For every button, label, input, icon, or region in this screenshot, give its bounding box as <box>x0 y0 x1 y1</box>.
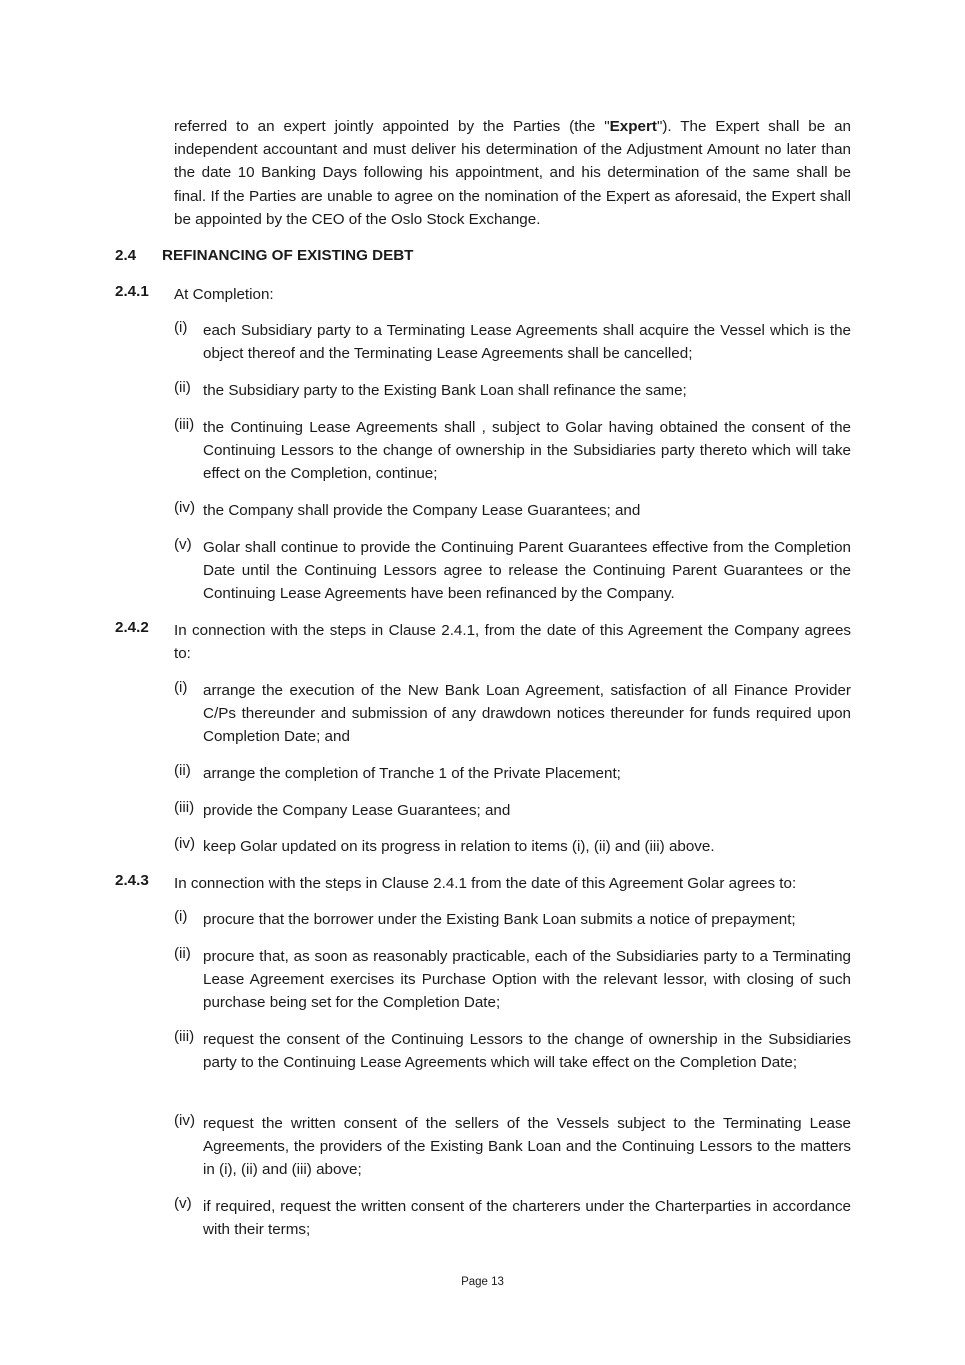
list-item <box>174 416 851 486</box>
item-label: (iii) <box>174 799 195 816</box>
clause-2-4-3 <box>115 872 851 895</box>
item-text: arrange the completion of Tranche 1 of the Private Placement; <box>203 765 621 782</box>
clause-text: At Completion: <box>174 286 274 303</box>
clause-2-4-1 <box>115 283 851 306</box>
item-label: (v) <box>174 536 192 553</box>
item-text: arrange the execution of the New Bank Loan Agreement, satisfaction of all Finance Provider C/Ps thereunder and submission of any drawdown notices thereunder for funds required upon Completion Date; and <box>203 682 851 746</box>
intro-paragraph <box>174 115 851 231</box>
list-item <box>174 679 851 749</box>
item-label: (ii) <box>174 945 191 962</box>
section-number: 2.4 <box>115 247 137 264</box>
item-text: the Company shall provide the Company Lease Guarantees; and <box>203 502 641 519</box>
item-label: (ii) <box>174 379 191 396</box>
item-label: (iii) <box>174 1028 195 1045</box>
list-item <box>174 835 851 858</box>
item-label: (iv) <box>174 499 196 516</box>
list-item <box>174 799 851 822</box>
item-text: procure that, as soon as reasonably practicable, each of the Subsidiaries party to a Terminating Lease Agreement exercises its Purchase Option with the relevant lessor, with closing of such purchase being set for the Completion Date; <box>203 948 851 1012</box>
item-text: request the consent of the Continuing Lessors to the change of ownership in the Subsidiaries party to the Continuing Lease Agreements which will take effect on the Completion Date; <box>203 1031 851 1072</box>
list-item <box>174 499 851 522</box>
item-label: (v) <box>174 1195 192 1212</box>
item-label: (i) <box>174 908 188 925</box>
list-item <box>174 319 851 365</box>
defined-term-expert: Expert <box>609 118 657 135</box>
clause-text: In connection with the steps in Clause 2.4.1, from the date of this Agreement the Company agrees to: <box>174 622 851 663</box>
clause-2-4-2 <box>115 619 851 665</box>
list-item <box>174 1112 851 1182</box>
item-text: request the written consent of the sellers of the Vessels subject to the Terminating Lease Agreements, the providers of the Existing Bank Loan and the Continuing Lessors to the matters in (i), (ii) and (iii) above; <box>203 1115 851 1179</box>
clause-number: 2.4.3 <box>115 872 149 889</box>
list-item <box>174 762 851 785</box>
item-text: the Continuing Lease Agreements shall , subject to Golar having obtained the consent of the Continuing Lessors to the change of ownership in the Subsidiaries party thereto which will take effect on the Completion, continue; <box>203 419 851 483</box>
item-text: provide the Company Lease Guarantees; and <box>203 802 511 819</box>
section-heading <box>115 247 413 264</box>
item-text: Golar shall continue to provide the Continuing Parent Guarantees effective from the Completion Date until the Continuing Lessors agree to release the Continuing Parent Guarantees or the Continuing Lease Agreements have been refinanced by the Company. <box>203 539 851 603</box>
item-text: each Subsidiary party to a Terminating Lease Agreements shall acquire the Vessel which is the object thereof and the Terminating Lease Agreements shall be cancelled; <box>203 322 851 363</box>
list-item <box>174 379 851 402</box>
list-item <box>174 536 851 606</box>
list-item <box>174 908 851 931</box>
list-item <box>174 1195 851 1241</box>
item-label: (iii) <box>174 416 195 433</box>
list-item <box>174 945 851 1015</box>
item-text: the Subsidiary party to the Existing Bank Loan shall refinance the same; <box>203 382 687 399</box>
item-text: procure that the borrower under the Existing Bank Loan submits a notice of prepayment; <box>203 911 796 928</box>
clause-number: 2.4.1 <box>115 283 149 300</box>
item-label: (i) <box>174 679 188 696</box>
intro-text-after: "). The Expert shall be an independent accountant and must deliver his determination of the Adjustment Amount no later than the date 10 Banking Days following his appointment, and his determination of the same shall be final. If the Parties are unable to agree on the nomination of the Expert as aforesaid, the Expert shall be appointed by the CEO of the Oslo Stock Exchange. <box>174 118 851 228</box>
item-label: (i) <box>174 319 188 336</box>
item-text: if required, request the written consent of the charterers under the Charterparties in accordance with their terms; <box>203 1198 851 1239</box>
intro-text-before: referred to an expert jointly appointed by the Parties (the " <box>174 118 610 135</box>
clause-text: In connection with the steps in Clause 2.4.1 from the date of this Agreement Golar agrees to: <box>174 875 797 892</box>
section-title: REFINANCING OF EXISTING DEBT <box>162 247 414 264</box>
item-text: keep Golar updated on its progress in relation to items (i), (ii) and (iii) above. <box>203 838 715 855</box>
item-label: (ii) <box>174 762 191 779</box>
item-label: (iv) <box>174 1112 196 1129</box>
clause-number: 2.4.2 <box>115 619 149 636</box>
list-item <box>174 1028 851 1074</box>
page-number: Page 13 <box>461 1276 504 1288</box>
item-label: (iv) <box>174 835 196 852</box>
